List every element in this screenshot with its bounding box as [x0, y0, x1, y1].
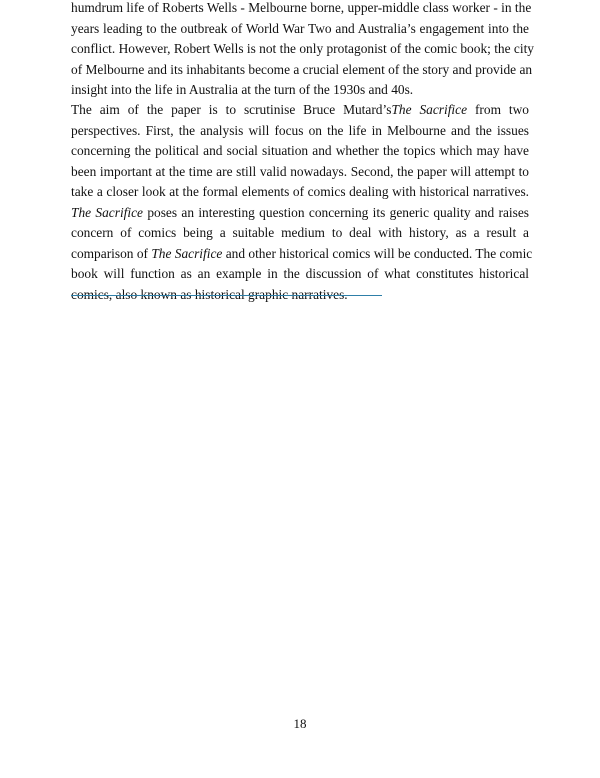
paragraph-intro: [71, 0, 534, 101]
paragraph-line: comics, also known as historical graphic narratives.: [71, 286, 348, 302]
paragraph-line: concerning the political and social situation and whether the topics which may have: [71, 143, 529, 158]
paragraph-line: years leading to the outbreak of World War Two and Australia’s engagement into the: [71, 20, 529, 36]
paragraph-line: take a closer look at the formal elements of comics dealing with historical narratives.: [71, 184, 529, 199]
paragraph-line: insight into the life in Australia at the turn of the 1930s and 40s.: [71, 82, 414, 97]
paragraph-line: [71, 203, 529, 224]
paragraph-line: [71, 100, 529, 121]
page-number: 18: [293, 716, 307, 731]
paragraph-line: perspectives. First, the analysis will focus on the life in Melbourne and the issues: [71, 122, 529, 138]
line-text: The aim of the paper is to scrutinise Bruce Mutard’s: [71, 102, 392, 117]
paragraph-line: of Melbourne and its inhabitants become a crucial element of the story and provide an: [71, 61, 533, 77]
line-text: poses an interesting question concerning its generic quality and raises: [143, 204, 529, 220]
paragraph-aim: [71, 100, 533, 305]
paragraph-line: humdrum life of Roberts Wells - Melbourne borne, upper-middle class worker - in the: [71, 0, 532, 15]
line-text: comparison of: [71, 245, 152, 261]
book-title: The Sacrifice: [391, 102, 468, 117]
paragraph-line: concern of comics being a suitable medium to deal with history, as a result a: [71, 225, 529, 240]
paragraph-line: [71, 244, 533, 265]
book-title: The Sacrifice: [151, 245, 223, 261]
footnote-divider: [71, 295, 382, 296]
line-text: from two: [467, 102, 530, 117]
line-text: and other historical comics will be conducted. The comic: [222, 245, 533, 261]
paragraph-line: book will function as an example in the discussion of what constitutes historical: [71, 266, 529, 281]
paragraph-line: been important at the time are still valid nowadays. Second, the paper will attempt to: [71, 163, 529, 179]
book-title: The Sacrifice: [71, 204, 143, 220]
paragraph-line: conflict. However, Robert Wells is not the only protagonist of the comic book; the city: [71, 41, 534, 56]
